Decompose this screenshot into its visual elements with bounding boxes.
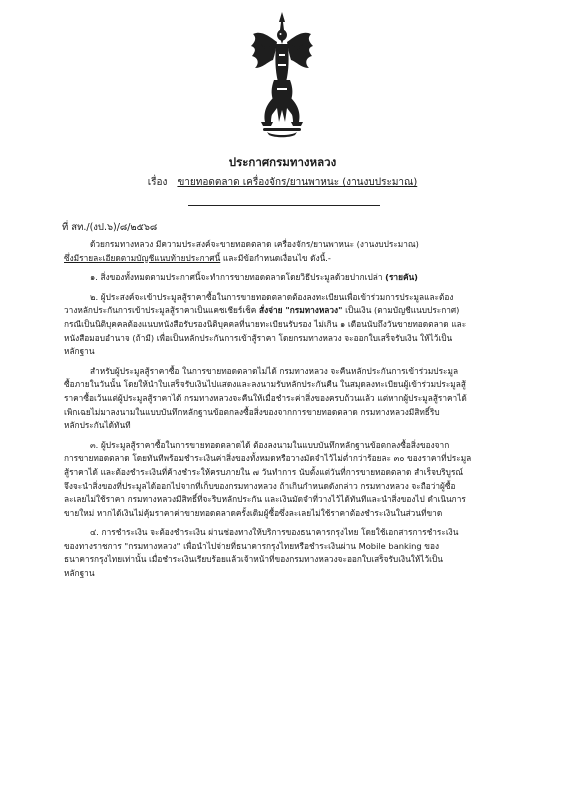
clause-3-line-4: จึงจะนำสิ่งของที่ประมูลได้ออกไปจากที่เก็บของกรมทางหลวง ถ้าเกินกำหนดดังกล่าว กรมทางหลวง จะถือว่าผู้ซื้อ — [64, 480, 456, 491]
clause-4-line-2: ของทางราชการ "กรมทางหลวง" เพื่อนำไปจ่ายที่ธนาคารกรุงไทยหรือชำระเงินผ่าน Mobile banking ของ — [64, 540, 440, 551]
clause-1 — [64, 271, 522, 285]
refund-line-2: ซื้อภายในวันนั้น โดยให้นำใบเสร็จรับเงินไปแสดงและลงนามรับหลักประกันคืน ในสมุดลงทะเบียนผู้เข้าร่วมประมูลสู้ — [64, 379, 466, 390]
clause-4-line-1: ๔. การชำระเงิน จะต้องชำระเงิน ผ่านช่องทางให้บริการของธนาคารกรุงไทย โดยใช้เอกสารการชำระเงิน — [90, 527, 459, 538]
refund-line-5: หลักประกันได้ทันที — [64, 420, 131, 431]
subject-prefix: เรื่อง — [147, 177, 168, 188]
clause-2-line-1: ๒. ผู้ประสงค์จะเข้าประมูลสู้ราคาซื้อในการขายทอดตลาดต้องลงทะเบียนเพื่อเข้าร่วมการประมูลและต้อง — [90, 291, 454, 302]
intro-paragraph — [64, 238, 522, 265]
clause-3 — [64, 439, 522, 521]
clause-2 — [64, 291, 522, 359]
clause-3-line-5: ละเลยไม่ใช้ราคา กรมทางหลวงมีสิทธิ์ที่จะริบหลักประกัน และเงินมัดจำที่วางไว้ได้ทันทีและนำสิ่งของไป ดำเนินการ — [64, 494, 466, 505]
clause-3-line-1: ๓. ผู้ประมูลสู้ราคาซื้อในการขายทอดตลาดได้ ต้องลงนามในแบบบันทึกหลักฐานข้อตกลงซื้อสิ่งของจาก — [90, 439, 450, 450]
clause-1-line — [64, 271, 522, 285]
refund-paragraph — [64, 365, 522, 433]
refund-line-4: เพิกเฉยไม่มาลงนามในแบบบันทึกหลักฐานข้อตกลงซื้อสิ่งของจากการขายทอดตลาด กรมทางหลวงมีสิทธิ์ริบ — [64, 406, 440, 417]
clause-2-line-3: กรณีเป็นนิติบุคคลต้องแนบหนังสือรับรองนิติบุคคลที่นายทะเบียนรับรอง ไม่เกิน ๑ เดือนนับถึงวันขายทอดตลาด และ — [64, 318, 467, 329]
refund-line-3: ราคาซื้อเว้นแต่ผู้ประมูลสู้ราคาได้ กรมทางหลวงจะคืนให้เมื่อชำระค่าสิ่งของครบถ้วนแล้ว แต่หากผู้ประมูลสู้ราคาได้ — [64, 392, 467, 403]
subject-topic: ขายทอดตลาด เครื่องจักร/ยานพาหนะ (งานงบประมาณ) — [177, 177, 418, 188]
garuda-emblem — [249, 8, 315, 140]
document-number: ที่ สท./(งป.๖)/๘/๒๕๖๘ — [62, 222, 158, 233]
clause-2-deposit-text: วางหลักประกันการเข้าประมูลสู้ราคาเป็นแคชเชียร์เช็ค — [64, 305, 259, 316]
clause-4-line-4: หลักฐาน — [64, 568, 95, 579]
clause-4 — [64, 526, 522, 580]
clause-3-line-3: สู้ราคาได้ และต้องชำระเงินที่ค้างชำระให้ครบภายใน ๗ วันทำการ นับตั้งแต่วันที่การขายทอดตลาด สำเร็จบริบูรณ์ — [64, 466, 464, 477]
clause-1-text: ๑. สิ่งของทั้งหมดตามประกาศนี้จะทำการขายทอดตลาดโดยวิธีประมูลด้วยปากเปล่า — [90, 272, 386, 283]
refund-line-1: สำหรับผู้ประมูลสู้ราคาซื้อ ในการขายทอดตลาดไม่ได้ กรมทางหลวง จะคืนหลักประกันการเข้าร่วมประมูล — [90, 365, 459, 376]
announcement-subject — [0, 176, 565, 189]
intro-conditions: และมีข้อกำหนดเงื่อนไข ดังนี้.- — [220, 252, 331, 263]
clause-3-line-6: ขายใหม่ หากได้เงินไม่คุ้มราคาค่าขายทอดตลาดครั้งเดิมผู้ซื้อซึ่งละเลยไม่ใช้ราคาต้องชำระเงินในส่วนที่ขาด — [64, 507, 443, 518]
announcement-title: ประกาศกรมทางหลวง — [228, 155, 337, 169]
intro-line-2 — [64, 252, 522, 266]
clause-1-bold: (รายคัน) — [385, 272, 418, 283]
announcement-body — [64, 238, 522, 587]
title-divider — [188, 205, 380, 206]
clause-2-payee: สั่งจ่าย "กรมทางหลวง" — [259, 305, 343, 316]
clause-2-line-5: หลักฐาน — [64, 346, 95, 357]
intro-attachment-ref: ซึ่งมีรายละเอียดตามบัญชีแนบท้ายประกาศนี้ — [64, 252, 221, 263]
clause-2-line-4: หนังสือมอบอำนาจ (ถ้ามี) เพื่อเป็นหลักประกันการเข้าสู้ราคา โดยกรมทางหลวง จะออกใบเสร็จรับเงิน ให้ไว้เป็น — [64, 332, 453, 343]
clause-4-line-3: ธนาคารกรุงไทยเท่านั้น เมื่อชำระเงินเรียบร้อยแล้วเจ้าหน้าที่ของกรมทางหลวงจะออกใบเสร็จรับเงินให้ไว้เป็น — [64, 554, 443, 565]
intro-line-1: ด้วยกรมทางหลวง มีความประสงค์จะขายทอดตลาด เครื่องจักร/ยานพาหนะ (งานงบประมาณ) — [90, 239, 419, 249]
clause-3-line-2: การขายทอดตลาด โดยทันทีพร้อมชำระเงินค่าสิ่งของทั้งหมดหรือวางมัดจำไว้ไม่ต่ำกว่าร้อยละ ๓๐ ของราคาที่ประมูล — [64, 453, 472, 464]
clause-2-amount-text: เป็นเงิน (ตามบัญชีแนบประกาศ) — [342, 305, 460, 316]
clause-2-line-2 — [64, 304, 522, 318]
